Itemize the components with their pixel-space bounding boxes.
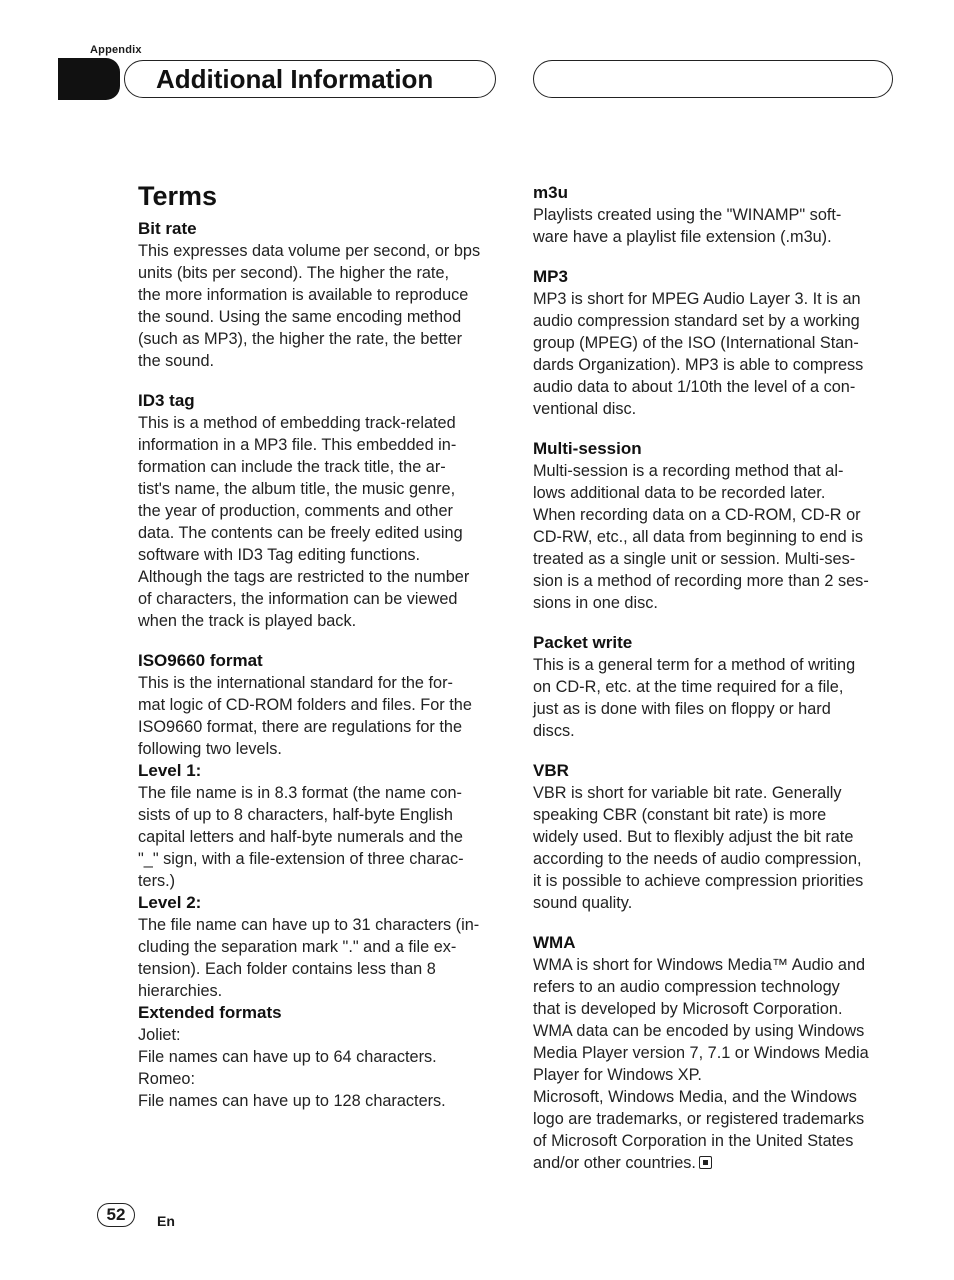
term-line: sion is a method of recording more than 2 ses-	[533, 572, 869, 590]
term-line: Microsoft, Windows Media, and the Windows	[533, 1088, 857, 1106]
term-line: Media Player version 7, 7.1 or Windows Media	[533, 1044, 869, 1062]
term-line: of Microsoft Corporation in the United States	[533, 1132, 854, 1150]
header-empty-frame	[533, 60, 893, 98]
term-line-last	[533, 1152, 895, 1174]
term-heading: WMA	[533, 933, 576, 952]
term-line: Playlists created using the "WINAMP" soft-	[533, 206, 842, 224]
term-line-text: and/or other countries.	[533, 1154, 696, 1172]
term-line: speaking CBR (constant bit rate) is more	[533, 806, 827, 824]
term-line: audio data to about 1/10th the level of a con-	[533, 378, 856, 396]
term-line: ters.)	[138, 872, 176, 890]
term-heading: m3u	[533, 183, 568, 202]
term-line: on CD-R, etc. at the time required for a file,	[533, 678, 844, 696]
term-line: audio compression standard set by a working	[533, 312, 860, 330]
term-line: hierarchies.	[138, 982, 223, 1000]
level-1-heading: Level 1:	[138, 761, 202, 780]
term-line: just as is done with files on floppy or hard	[533, 700, 831, 718]
term-heading: Multi-session	[533, 439, 642, 458]
term-heading: Packet write	[533, 633, 633, 652]
term-line: according to the needs of audio compression,	[533, 850, 862, 868]
term-line: Romeo:	[138, 1070, 196, 1088]
right-column	[533, 182, 895, 1192]
term-line: units (bits per second). The higher the rate,	[138, 264, 450, 282]
term-line: data. The contents can be freely edited using	[138, 524, 463, 542]
term-line: CD-RW, etc., all data from beginning to end is	[533, 528, 864, 546]
term-line: WMA data can be encoded by using Windows	[533, 1022, 865, 1040]
term-heading: MP3	[533, 267, 568, 286]
term-line: This expresses data volume per second, or bps	[138, 242, 481, 260]
term-m3u	[533, 182, 895, 248]
section-title: Terms	[138, 181, 218, 211]
term-line: sions in one disc.	[533, 594, 658, 612]
term-line: File names can have up to 64 characters.	[138, 1048, 437, 1066]
term-line: treated as a single unit or session. Multi-ses-	[533, 550, 856, 568]
extended-formats-heading: Extended formats	[138, 1003, 282, 1022]
term-line: the more information is available to reproduce	[138, 286, 469, 304]
term-line: when the track is played back.	[138, 612, 357, 630]
term-mp3	[533, 266, 895, 420]
term-heading: ISO9660 format	[138, 651, 263, 670]
term-line: sound quality.	[533, 894, 633, 912]
term-line: dards Organization). MP3 is able to compress	[533, 356, 864, 374]
term-line: software with ID3 Tag editing functions.	[138, 546, 421, 564]
term-line: tension). Each folder contains less than 8	[138, 960, 436, 978]
term-line: Player for Windows XP.	[533, 1066, 702, 1084]
term-line: of characters, the information can be viewed	[138, 590, 458, 608]
term-heading: ID3 tag	[138, 391, 195, 410]
term-line: capital letters and half-byte numerals and the	[138, 828, 463, 846]
term-multi-session	[533, 438, 895, 614]
term-line: that is developed by Microsoft Corporation.	[533, 1000, 843, 1018]
term-line: This is the international standard for the for-	[138, 674, 453, 692]
term-wma	[533, 932, 895, 1174]
term-line: (such as MP3), the higher the rate, the better	[138, 330, 462, 348]
term-line: File names can have up to 128 characters.	[138, 1092, 446, 1110]
page-language: En	[157, 1213, 175, 1229]
term-line: This is a general term for a method of writing	[533, 656, 856, 674]
term-line: information in a MP3 file. This embedded in-	[138, 436, 457, 454]
term-line: logo are trademarks, or registered trademarks	[533, 1110, 865, 1128]
term-bit-rate	[138, 218, 500, 372]
term-heading: VBR	[533, 761, 569, 780]
end-mark-icon	[699, 1156, 712, 1169]
term-line: tist's name, the album title, the music genre,	[138, 480, 456, 498]
term-id3-tag	[138, 390, 500, 632]
term-heading: Bit rate	[138, 219, 197, 238]
term-line: Although the tags are restricted to the number	[138, 568, 470, 586]
term-line: formation can include the track title, the ar-	[138, 458, 446, 476]
page-title: Additional Information	[156, 64, 434, 94]
left-column	[138, 180, 500, 1130]
level-2-heading: Level 2:	[138, 893, 202, 912]
term-line: The file name can have up to 31 characters (in-	[138, 916, 480, 934]
term-line: it is possible to achieve compression priorities	[533, 872, 864, 890]
term-line: widely used. But to flexibly adjust the bit rate	[533, 828, 854, 846]
term-line: ventional disc.	[533, 400, 637, 418]
term-line: ISO9660 format, there are regulations for the	[138, 718, 462, 736]
term-line: mat logic of CD-ROM folders and files. For the	[138, 696, 472, 714]
term-line: When recording data on a CD-ROM, CD-R or	[533, 506, 861, 524]
term-line: sists of up to 8 characters, half-byte English	[138, 806, 453, 824]
header-tab-block	[58, 58, 120, 100]
term-line: group (MPEG) of the ISO (International Stan-	[533, 334, 859, 352]
page-number: 52	[97, 1203, 135, 1227]
term-line: The file name is in 8.3 format (the name con-	[138, 784, 462, 802]
term-line: Joliet:	[138, 1026, 181, 1044]
term-line: refers to an audio compression technology	[533, 978, 840, 996]
term-line: lows additional data to be recorded later.	[533, 484, 826, 502]
term-line: "_" sign, with a file-extension of three charac-	[138, 850, 464, 868]
term-line: WMA is short for Windows Media™ Audio and	[533, 956, 866, 974]
term-line: discs.	[533, 722, 575, 740]
term-line: This is a method of embedding track-related	[138, 414, 456, 432]
term-line: VBR is short for variable bit rate. Generally	[533, 784, 842, 802]
term-line: Multi-session is a recording method that al-	[533, 462, 844, 480]
term-line: the sound. Using the same encoding method	[138, 308, 462, 326]
term-vbr	[533, 760, 895, 914]
term-line: MP3 is short for MPEG Audio Layer 3. It is an	[533, 290, 861, 308]
term-line: following two levels.	[138, 740, 282, 758]
term-line: ware have a playlist file extension (.m3u).	[533, 228, 832, 246]
term-packet-write	[533, 632, 895, 742]
section-label: Appendix	[90, 44, 142, 56]
term-line: the sound.	[138, 352, 215, 370]
term-line: the year of production, comments and other	[138, 502, 453, 520]
term-line: cluding the separation mark "." and a file ex-	[138, 938, 457, 956]
term-iso9660-format	[138, 650, 500, 1112]
